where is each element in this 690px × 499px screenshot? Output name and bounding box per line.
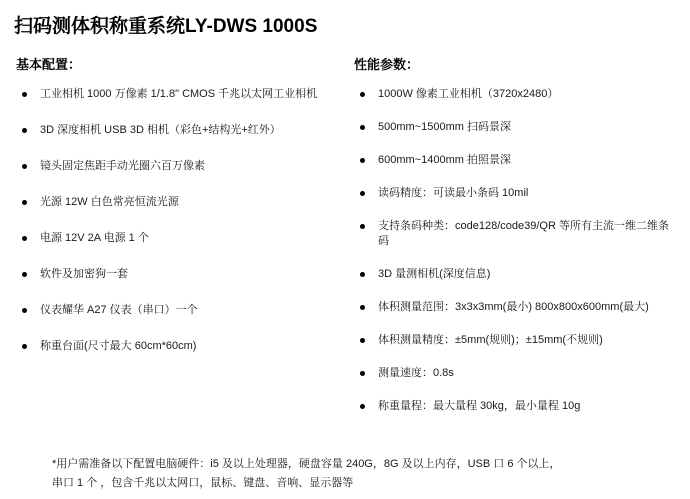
bullet-icon bbox=[22, 200, 27, 205]
bullet-icon bbox=[360, 191, 365, 196]
basic-config-column bbox=[14, 54, 344, 432]
list-item bbox=[14, 231, 344, 246]
performance-params-list bbox=[352, 87, 676, 414]
list-item bbox=[14, 303, 344, 318]
list-item-label: 称重量程：最大量程 30kg，最小量程 10g bbox=[378, 400, 581, 412]
performance-params-column bbox=[344, 54, 676, 432]
bullet-icon bbox=[360, 92, 365, 97]
bullet-icon bbox=[360, 371, 365, 376]
list-item-label: 1000W 像素工业相机（3720x2480） bbox=[378, 88, 559, 100]
list-item bbox=[14, 123, 344, 138]
basic-config-list bbox=[14, 87, 344, 354]
list-item-label: 软件及加密狗一套 bbox=[40, 268, 128, 280]
list-item bbox=[352, 366, 676, 381]
list-item-label: 体积测量范围：3x3x3mm(最小) 800x800x600mm(最大) bbox=[378, 301, 649, 313]
list-item-label: 工业相机 1000 万像素 1/1.8" CMOS 千兆以太网工业相机 bbox=[40, 88, 318, 100]
footnote-line-1: *用户需准备以下配置电脑硬件：i5 及以上处理器，硬盘容量 240G，8G 及以上内存，USB 口 6 个以上， bbox=[52, 458, 561, 470]
list-item-label: 仪表耀华 A27 仪表（串口）一个 bbox=[40, 304, 198, 316]
basic-config-heading: 基本配置： bbox=[16, 57, 82, 72]
list-item-label: 支持条码种类：code128/code39/QR 等所有主流一维二维条码 bbox=[378, 220, 669, 247]
bullet-icon bbox=[22, 344, 27, 349]
list-item bbox=[352, 219, 676, 249]
list-item-label: 读码精度：可读最小条码 10mil bbox=[378, 187, 529, 199]
bullet-icon bbox=[360, 404, 365, 409]
list-item bbox=[14, 339, 344, 354]
footnote-line-2: 串口 1 个 ，包含千兆以太网口，鼠标、键盘、音响、显示器等 bbox=[52, 477, 354, 489]
performance-params-heading: 性能参数： bbox=[354, 57, 420, 72]
list-item bbox=[352, 153, 676, 168]
list-item bbox=[14, 267, 344, 282]
bullet-icon bbox=[360, 158, 365, 163]
list-item bbox=[14, 195, 344, 210]
bullet-icon bbox=[360, 272, 365, 277]
bullet-icon bbox=[22, 236, 27, 241]
bullet-icon bbox=[22, 92, 27, 97]
list-item-label: 600mm~1400mm 拍照景深 bbox=[378, 154, 511, 166]
list-item bbox=[352, 267, 676, 282]
list-item bbox=[14, 87, 344, 102]
bullet-icon bbox=[22, 308, 27, 313]
list-item-label: 称重台面(尺寸最大 60cm*60cm) bbox=[40, 340, 197, 352]
list-item-label: 500mm~1500mm 扫码景深 bbox=[378, 121, 511, 133]
bullet-icon bbox=[360, 224, 365, 229]
list-item bbox=[352, 186, 676, 201]
bullet-icon bbox=[22, 272, 27, 277]
list-item-label: 测量速度：0.8s bbox=[378, 367, 454, 379]
list-item-label: 电源 12V 2A 电源 1 个 bbox=[40, 232, 149, 244]
bullet-icon bbox=[360, 338, 365, 343]
list-item bbox=[352, 300, 676, 315]
bullet-icon bbox=[22, 128, 27, 133]
spec-columns bbox=[14, 54, 676, 432]
bullet-icon bbox=[22, 164, 27, 169]
list-item bbox=[14, 159, 344, 174]
list-item bbox=[352, 333, 676, 348]
list-item-label: 3D 量测相机(深度信息) bbox=[378, 268, 491, 280]
page-title: 扫码测体积称重系统LY-DWS 1000S bbox=[14, 16, 318, 37]
list-item-label: 3D 深度相机 USB 3D 相机（彩色+结构光+红外） bbox=[40, 124, 281, 136]
bullet-icon bbox=[360, 125, 365, 130]
list-item-label: 体积测量精度：±5mm(规则)；±15mm(不规则) bbox=[378, 334, 603, 346]
list-item bbox=[352, 87, 676, 102]
footnote bbox=[52, 455, 652, 493]
bullet-icon bbox=[360, 305, 365, 310]
list-item bbox=[352, 120, 676, 135]
list-item bbox=[352, 399, 676, 414]
list-item-label: 镜头固定焦距手动光圈六百万像素 bbox=[40, 160, 205, 172]
list-item-label: 光源 12W 白色常亮恒流光源 bbox=[40, 196, 179, 208]
